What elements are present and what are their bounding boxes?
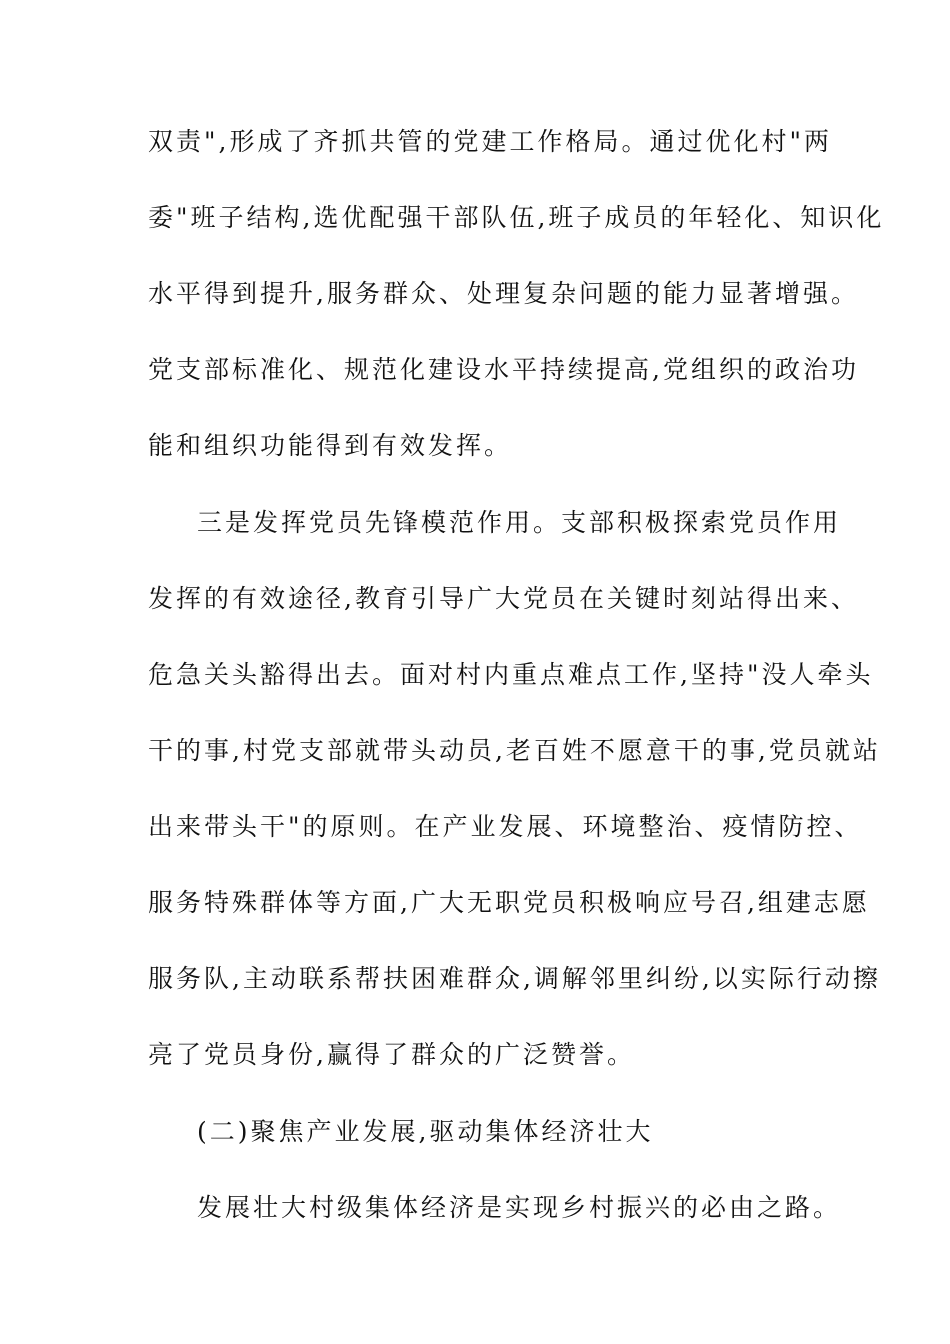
paragraph-line: 三是发挥党员先锋模范作用。支部积极探索党员作用	[197, 508, 842, 537]
paragraph-line: 服务特殊群体等方面,广大无职党员积极响应号召,组建志愿	[148, 888, 870, 917]
paragraph-line: 发挥的有效途径,教育引导广大党员在关键时刻站得出来、	[148, 584, 859, 613]
paragraph-line: 双责",形成了齐抓共管的党建工作格局。通过优化村"两	[148, 127, 832, 156]
section-heading: (二)聚焦产业发展,驱动集体经济壮大	[197, 1117, 654, 1146]
paragraph-line: 发展壮大村级集体经济是实现乡村振兴的必由之路。	[197, 1193, 842, 1222]
paragraph-line: 亮了党员身份,赢得了群众的广泛赞誉。	[148, 1040, 635, 1069]
paragraph-line: 能和组织功能得到有效发挥。	[148, 431, 513, 460]
paragraph-line: 出来带头干"的原则。在产业发展、环境整治、疫情防控、	[148, 812, 863, 841]
paragraph-line: 水平得到提升,服务群众、处理复杂问题的能力显著增强。	[148, 279, 859, 308]
paragraph-line: 服务队,主动联系帮扶困难群众,调解邻里纠纷,以实际行动擦	[148, 964, 881, 993]
paragraph-line: 党支部标准化、规范化建设水平持续提高,党组织的政治功	[148, 355, 859, 384]
paragraph-line: 干的事,村党支部就带头动员,老百姓不愿意干的事,党员就站	[148, 736, 881, 765]
paragraph-line: 委"班子结构,选优配强干部队伍,班子成员的年轻化、知识化	[148, 203, 885, 232]
paragraph-line: 危急关头豁得出去。面对村内重点难点工作,坚持"没人牵头	[148, 660, 874, 689]
